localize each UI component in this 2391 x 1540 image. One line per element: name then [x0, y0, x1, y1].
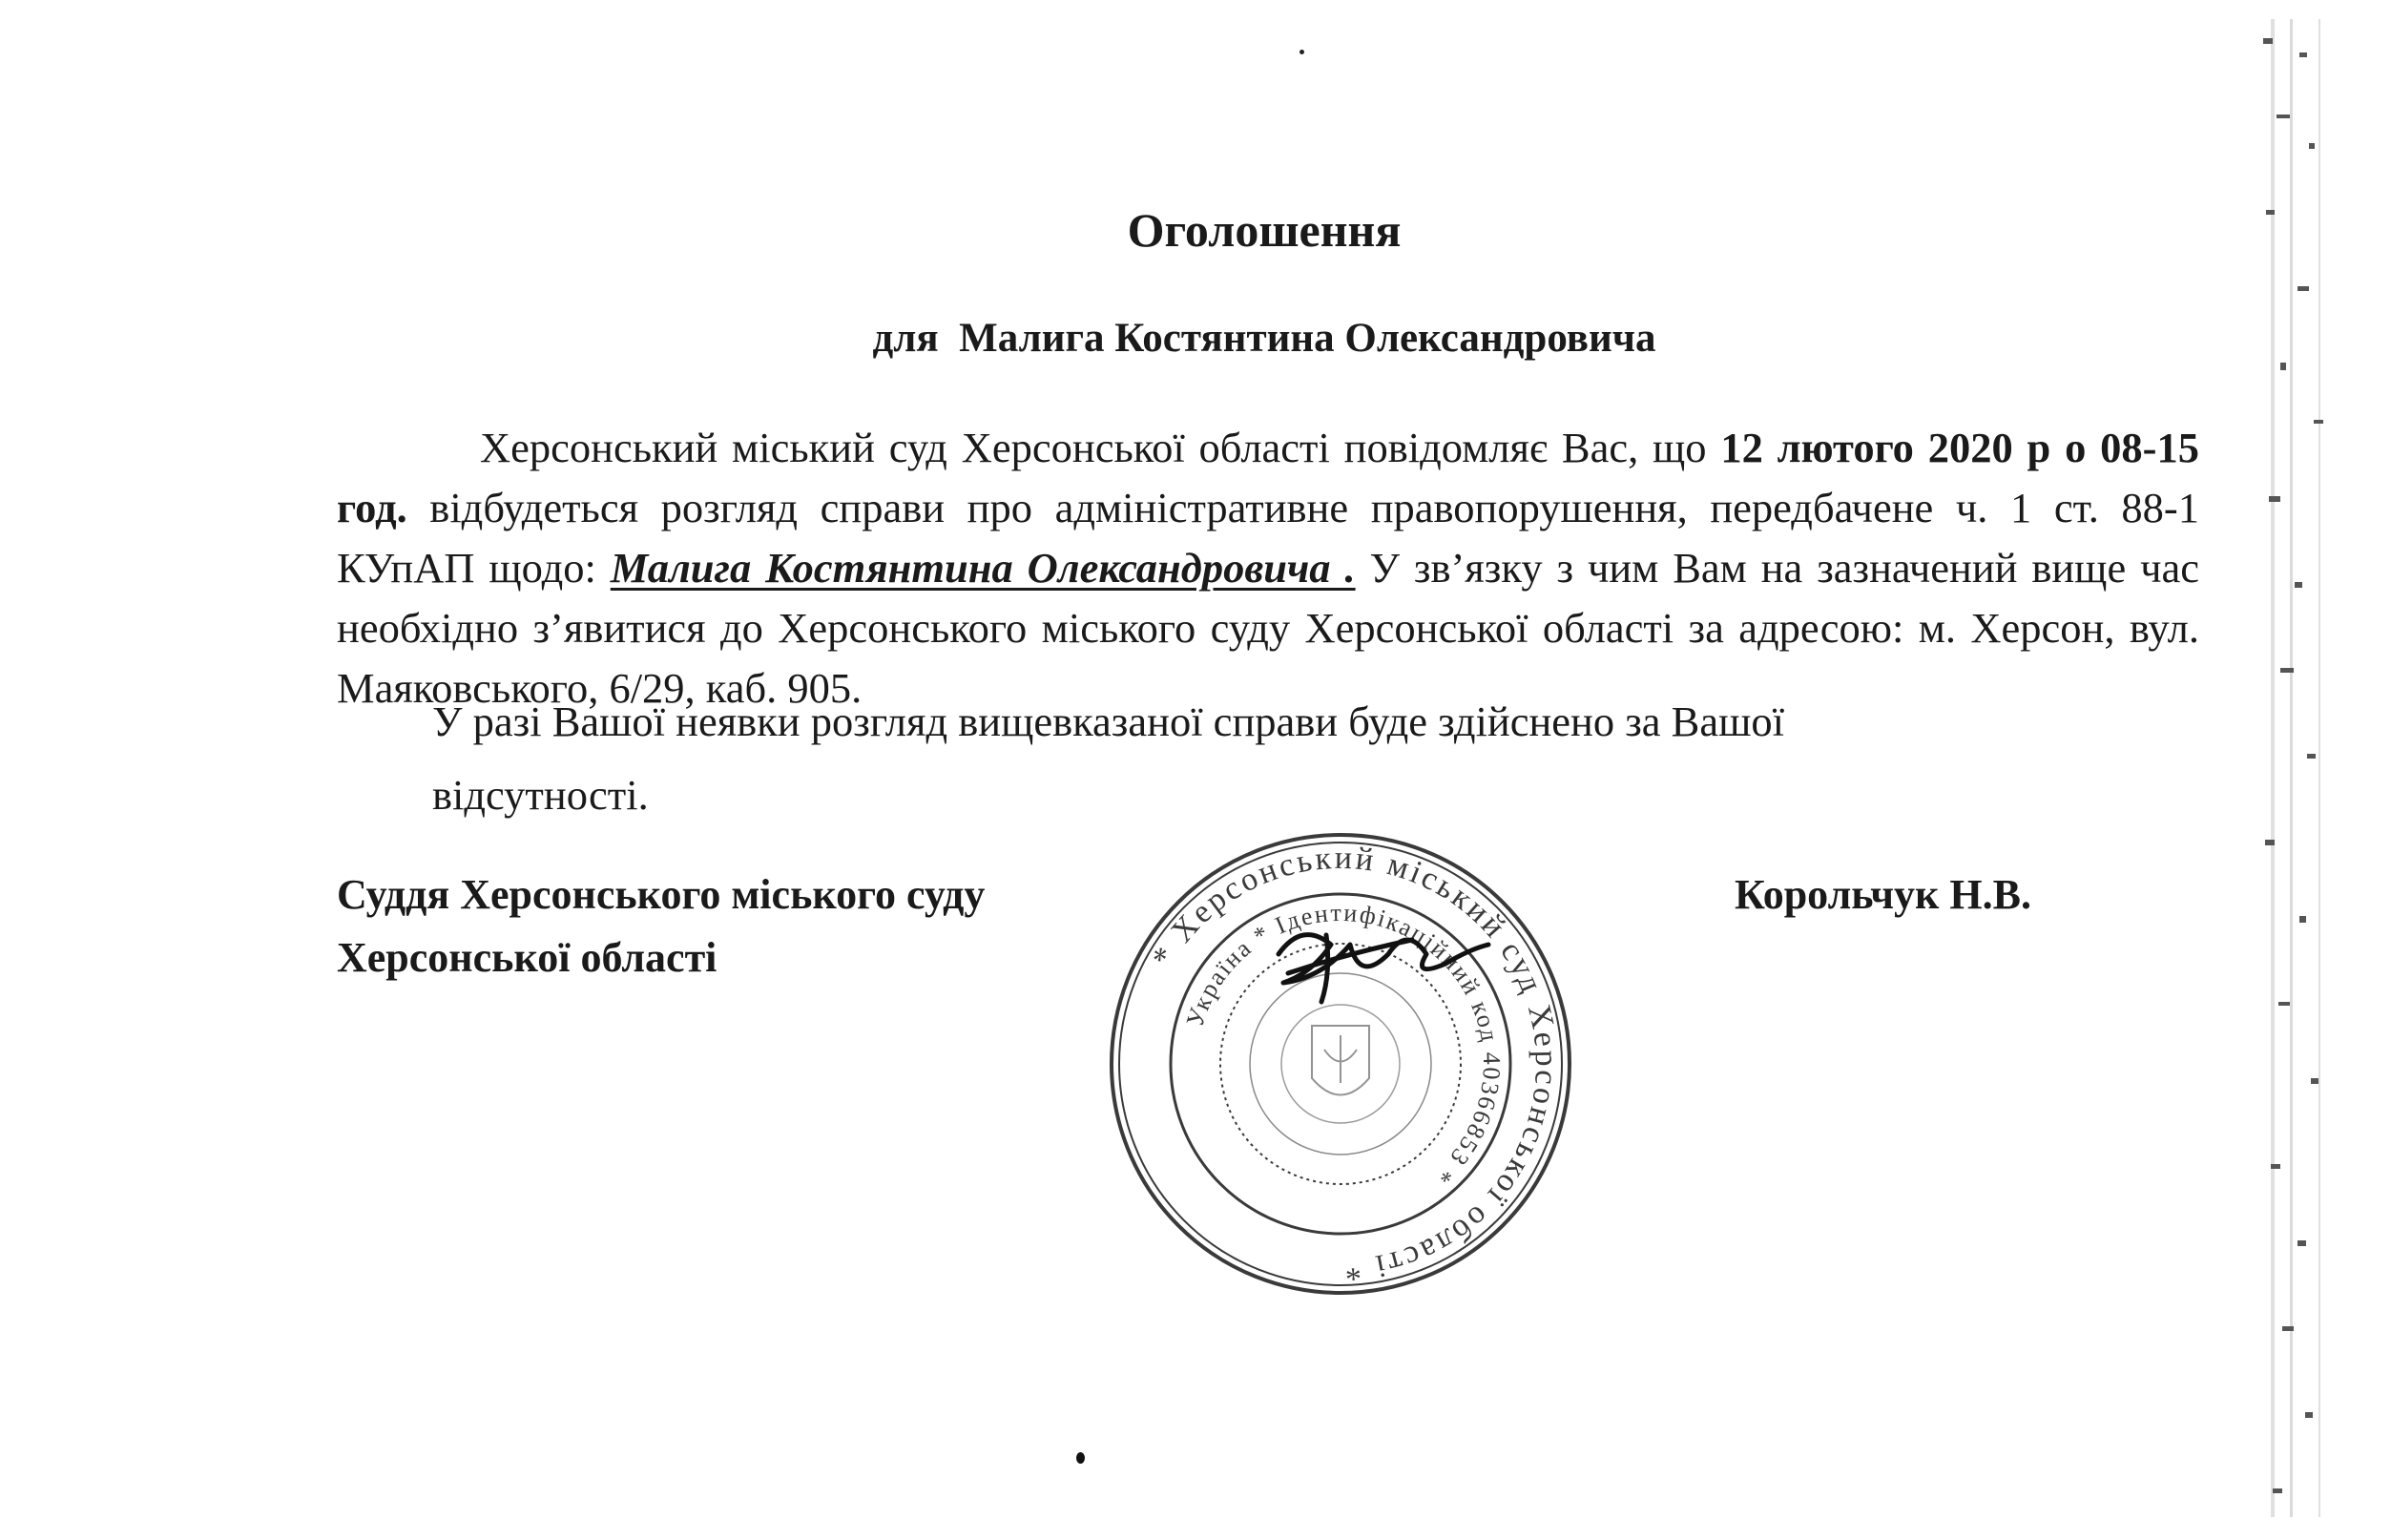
addressee-line: для Малига Костянтина Олександровича [872, 316, 1656, 361]
document-title: Оголошення [1127, 203, 1402, 257]
hearing-date-time: 12 лютого 2020 р о 08-15 год. [337, 424, 2200, 531]
notice-text-middle: відбудеться розгляд справи про адміністративне правопорушення, передбачене ч. 1 ст. 88-1 КУпАП щодо: [337, 484, 2199, 592]
court-seal-icon [1097, 821, 1584, 1307]
svg-text:Україна * Ідентифікаційний код: Україна * Ідентифікаційний код 40366853 * [1180, 898, 1507, 1191]
judge-position [337, 864, 985, 989]
absence-text-line1: У разі Вашої неявки розгляд вищевказаної справи буде здійснено за Вашої [432, 697, 1784, 745]
svg-text:* Херсонський міський суд Херс: * Херсонський міський суд Херсонської області * [1145, 840, 1565, 1288]
notice-text-intro: Херсонський міський суд Херсонської області повідомляє Вас, що [480, 424, 1721, 471]
notice-text-address: У зв’язку з чим Вам на зазначений вище час необхідно з’явитися до Херсонського міського суду Херсонської області за адресою: м. Херсон, вул. Маяковського, 6/29, каб. 905. [337, 544, 2199, 712]
notice-paragraph [337, 418, 2199, 718]
scan-speck [1076, 1452, 1085, 1464]
person-name: Малига Костянтина Олександровича . [610, 544, 1356, 592]
scan-speck [1299, 50, 1304, 54]
absence-text-line2: відсутності. [432, 771, 649, 819]
scan-noise-decoration [2185, 0, 2391, 1540]
absence-paragraph [337, 692, 2199, 825]
judge-position-line1: Суддя Херсонського міського суду [337, 871, 986, 918]
judge-position-line2: Херсонської області [337, 934, 717, 981]
judge-name: Корольчук Н.В. [1735, 871, 2031, 918]
